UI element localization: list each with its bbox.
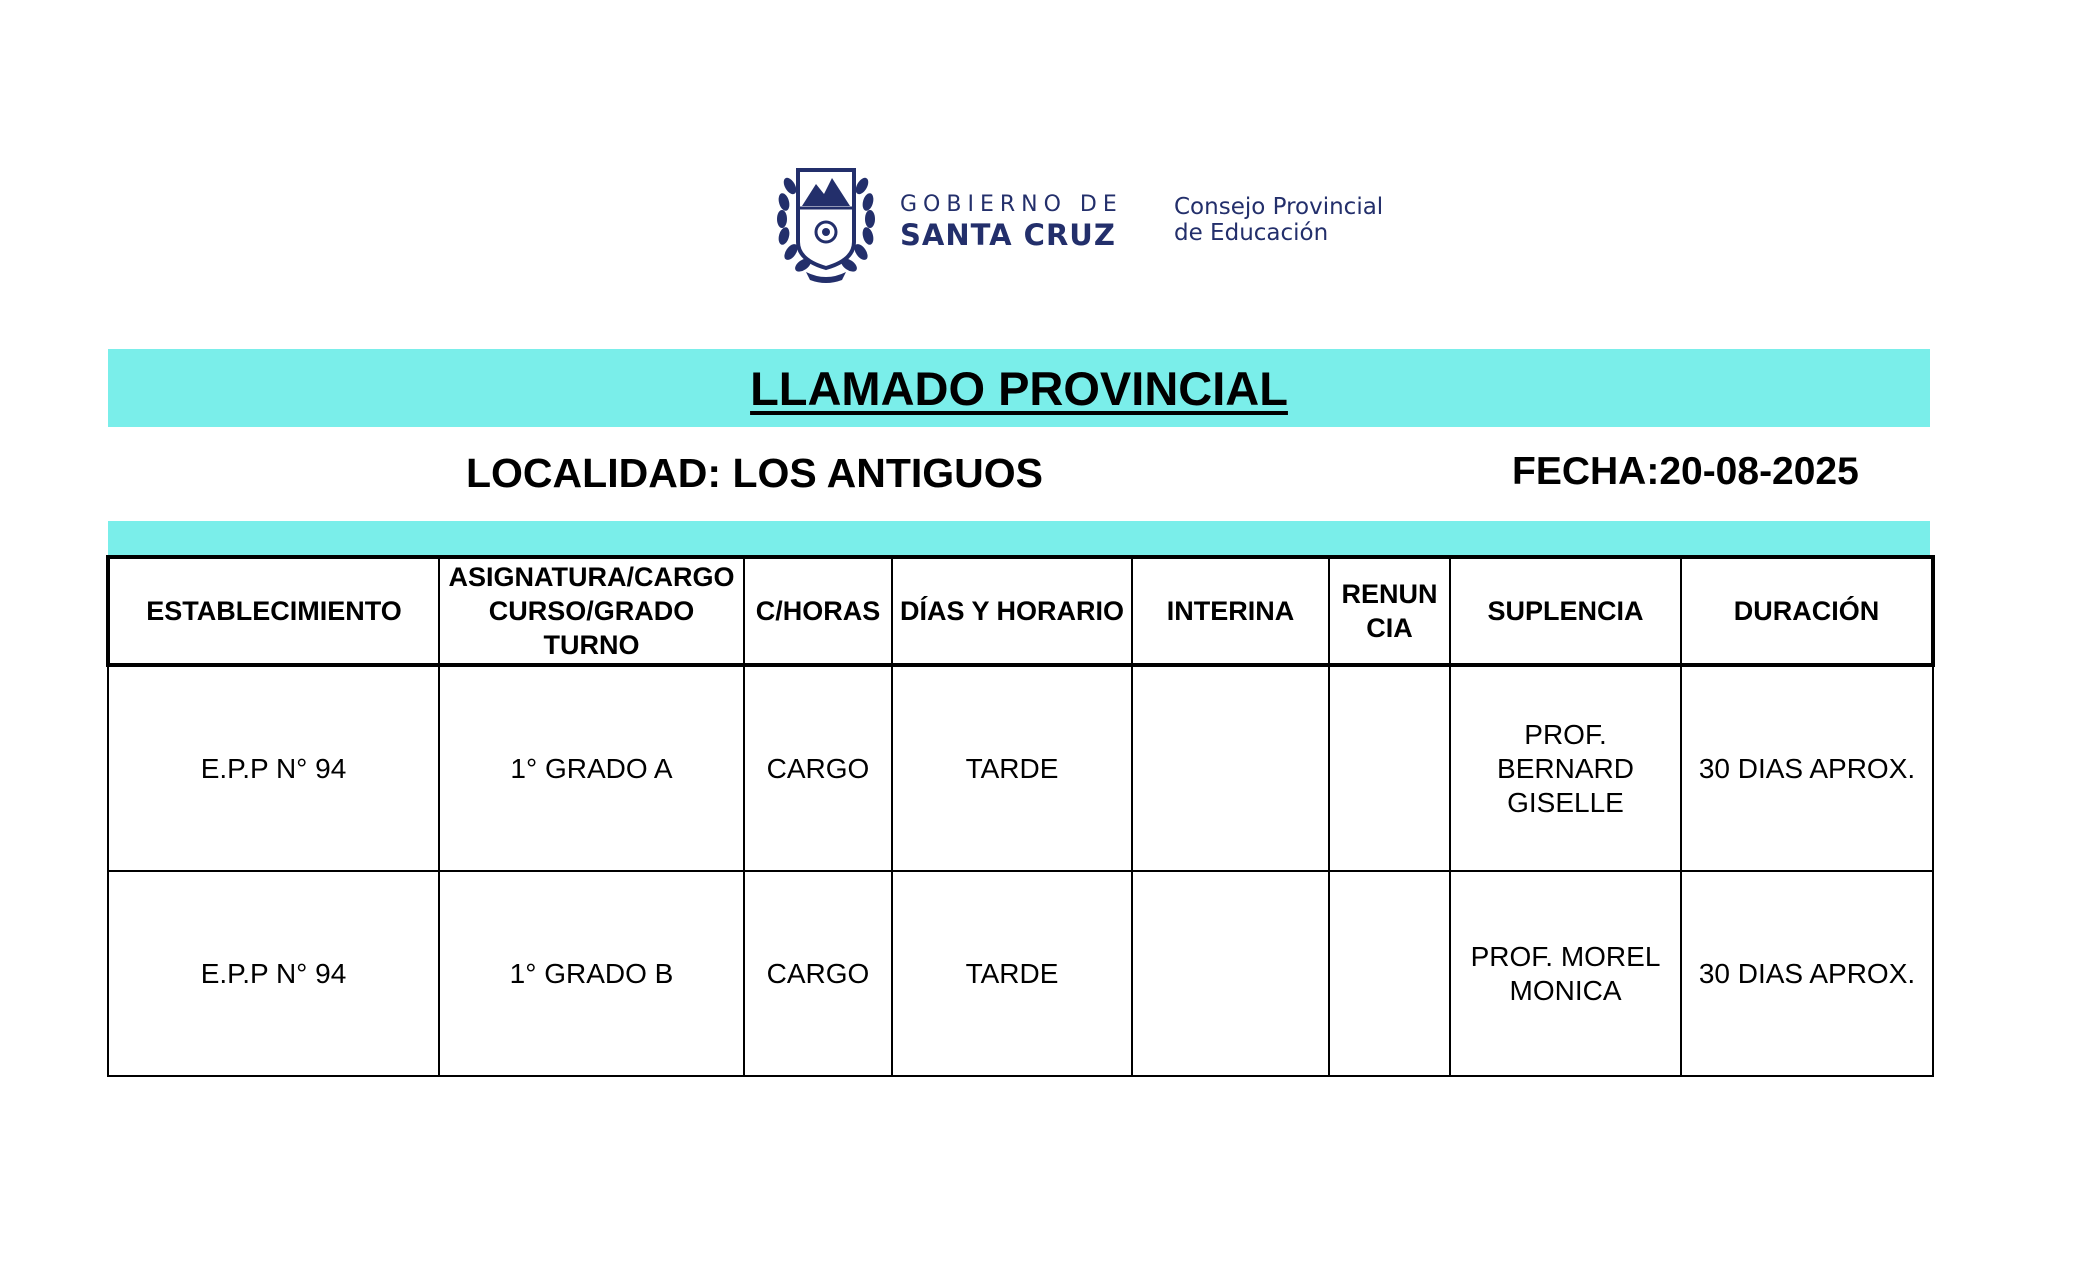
table-cell	[1132, 871, 1329, 1076]
cell-text-line: RENUN	[1341, 579, 1438, 609]
column-header	[892, 557, 1132, 665]
table-cell	[439, 871, 744, 1076]
cell-text-line: ASIGNATURA/CARGO	[448, 562, 735, 592]
header-logo	[776, 156, 1396, 286]
column-header	[108, 557, 439, 665]
column-header	[744, 557, 892, 665]
cell-text-line: BERNARD	[1497, 752, 1634, 784]
government-name-bottom: SANTA CRUZ	[900, 218, 1116, 252]
table-row	[108, 665, 1933, 871]
table-cell	[1450, 665, 1681, 871]
table-cell	[1329, 871, 1450, 1076]
table-cell	[108, 665, 439, 871]
cell-text-line: E.P.P N° 94	[200, 752, 347, 784]
calls-table	[106, 555, 1935, 1077]
table-cell	[108, 871, 439, 1076]
column-header	[1681, 557, 1933, 665]
document-title: LLAMADO PROVINCIAL	[750, 361, 1288, 415]
cell-text-line: PROF. MOREL	[1470, 940, 1661, 972]
table-header-row	[108, 557, 1933, 665]
table-cell	[892, 871, 1132, 1076]
table-cell	[1329, 665, 1450, 871]
table-cell	[439, 665, 744, 871]
cell-text-line: PROF.	[1524, 718, 1607, 750]
cell-text-line: MONICA	[1509, 974, 1622, 1006]
cell-text-line: INTERINA	[1166, 596, 1295, 626]
table-row	[108, 871, 1933, 1076]
separator-band	[108, 521, 1930, 555]
cell-text-line: TARDE	[965, 752, 1059, 784]
column-header	[439, 557, 744, 665]
cell-text-line: 1° GRADO B	[509, 957, 674, 989]
cell-text-line: CARGO	[766, 752, 870, 784]
coat-of-arms-icon	[776, 156, 876, 284]
table-cell	[744, 665, 892, 871]
cell-text-line: DÍAS Y HORARIO	[899, 596, 1125, 626]
cell-text-line: CIA	[1366, 613, 1413, 643]
cell-text-line: 1° GRADO A	[510, 752, 673, 784]
cell-text-line: TURNO	[543, 630, 640, 660]
cell-text-line: GISELLE	[1507, 786, 1624, 818]
cell-text-line: TARDE	[965, 957, 1059, 989]
cell-text-line: CURSO/GRADO	[488, 596, 695, 626]
column-header	[1329, 557, 1450, 665]
table-cell	[1450, 871, 1681, 1076]
cell-text-line: DURACIÓN	[1733, 596, 1880, 626]
cell-text-line: E.P.P N° 94	[200, 957, 347, 989]
table-body	[108, 665, 1933, 1076]
column-header	[1450, 557, 1681, 665]
table-cell	[744, 871, 892, 1076]
table-cell	[892, 665, 1132, 871]
cell-text-line: 30 DIAS APROX.	[1698, 957, 1916, 989]
cell-text-line: CARGO	[766, 957, 870, 989]
title-band	[108, 349, 1930, 427]
table-cell	[1132, 665, 1329, 871]
date-label: FECHA:20-08-2025	[1512, 450, 1859, 493]
column-header	[1132, 557, 1329, 665]
cell-text-line: SUPLENCIA	[1487, 596, 1644, 626]
cell-text-line: ESTABLECIMIENTO	[146, 596, 402, 626]
government-name-top: GOBIERNO DE	[900, 192, 1123, 217]
locality-label: LOCALIDAD: LOS ANTIGUOS	[466, 450, 1044, 496]
cell-text-line: 30 DIAS APROX.	[1698, 752, 1916, 784]
council-name	[1174, 194, 1383, 246]
table-cell	[1681, 665, 1933, 871]
council-line-1: Consejo Provincial	[1174, 194, 1384, 220]
council-line-2: de Educación	[1174, 220, 1329, 246]
cell-text-line: C/HORAS	[755, 596, 881, 626]
table-cell	[1681, 871, 1933, 1076]
